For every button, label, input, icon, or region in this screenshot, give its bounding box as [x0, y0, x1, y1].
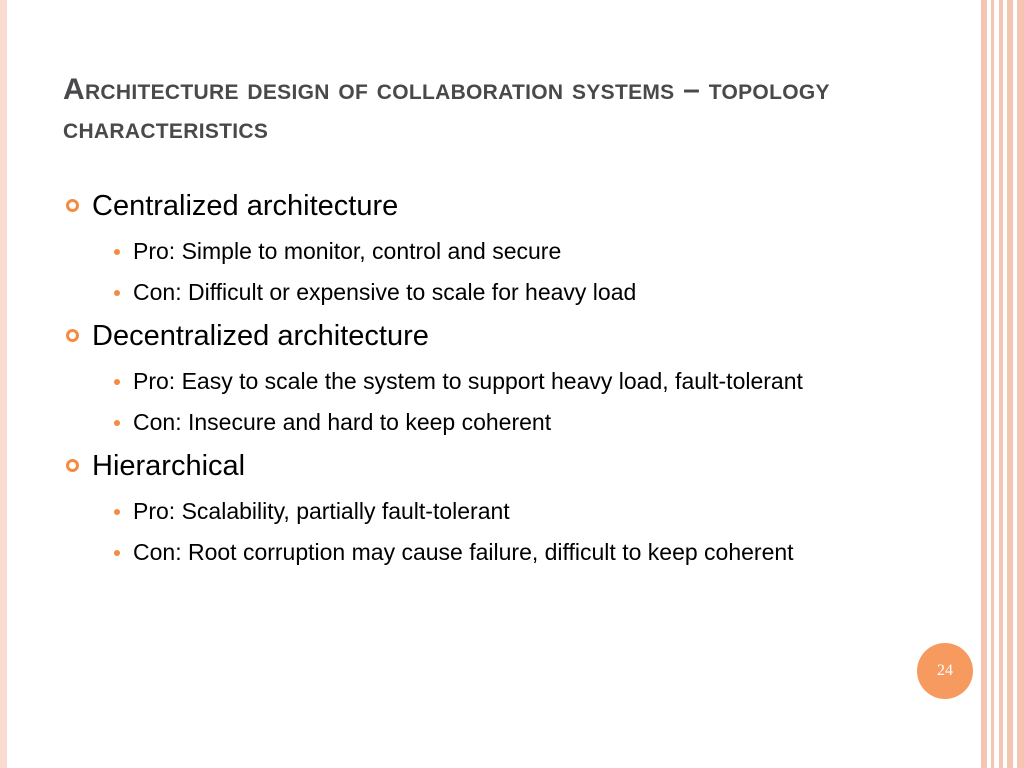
bullet-text: Pro: Easy to scale the system to support heavy load, fault-tolerant	[133, 368, 803, 394]
bullet-item	[113, 407, 893, 438]
slide-title: Architecture design of collaboration systems – topology characteristics	[63, 73, 830, 145]
ring-bullet-icon	[66, 459, 79, 472]
bullet-text: Con: Insecure and hard to keep coherent	[133, 409, 552, 435]
section-heading-centralized	[63, 186, 893, 226]
dot-bullet-icon	[114, 420, 120, 426]
bullet-item	[113, 277, 893, 308]
bullet-item	[113, 537, 893, 568]
bullet-item	[113, 496, 893, 527]
section-heading-text: Centralized architecture	[92, 190, 399, 222]
dot-bullet-icon	[114, 249, 120, 255]
slide-content	[63, 186, 893, 568]
right-border	[977, 0, 1024, 768]
section-heading-decentralized	[63, 316, 893, 356]
left-border-stripe	[0, 0, 7, 768]
right-border-stripe	[981, 0, 987, 768]
bullet-item	[113, 366, 893, 397]
dot-bullet-icon	[114, 290, 120, 296]
bullet-item	[113, 236, 893, 267]
right-border-stripe	[1007, 0, 1013, 768]
bullet-text: Pro: Scalability, partially fault-tolerant	[133, 498, 510, 524]
right-border-stripe	[991, 0, 994, 768]
bullet-text: Pro: Simple to monitor, control and secure	[133, 238, 562, 264]
bullet-text: Con: Difficult or expensive to scale for heavy load	[133, 279, 637, 305]
page-number-badge: 24	[917, 643, 973, 699]
right-border-stripe	[1017, 0, 1024, 768]
bullet-text: Con: Root corruption may cause failure, difficult to keep coherent	[133, 539, 794, 565]
ring-bullet-icon	[66, 199, 79, 212]
dot-bullet-icon	[114, 379, 120, 385]
right-border-stripe	[999, 0, 1003, 768]
section-heading-text: Decentralized architecture	[92, 320, 429, 352]
ring-bullet-icon	[66, 329, 79, 342]
section-heading-hierarchical	[63, 446, 893, 486]
dot-bullet-icon	[114, 509, 120, 515]
section-heading-text: Hierarchical	[92, 450, 246, 482]
dot-bullet-icon	[114, 550, 120, 556]
